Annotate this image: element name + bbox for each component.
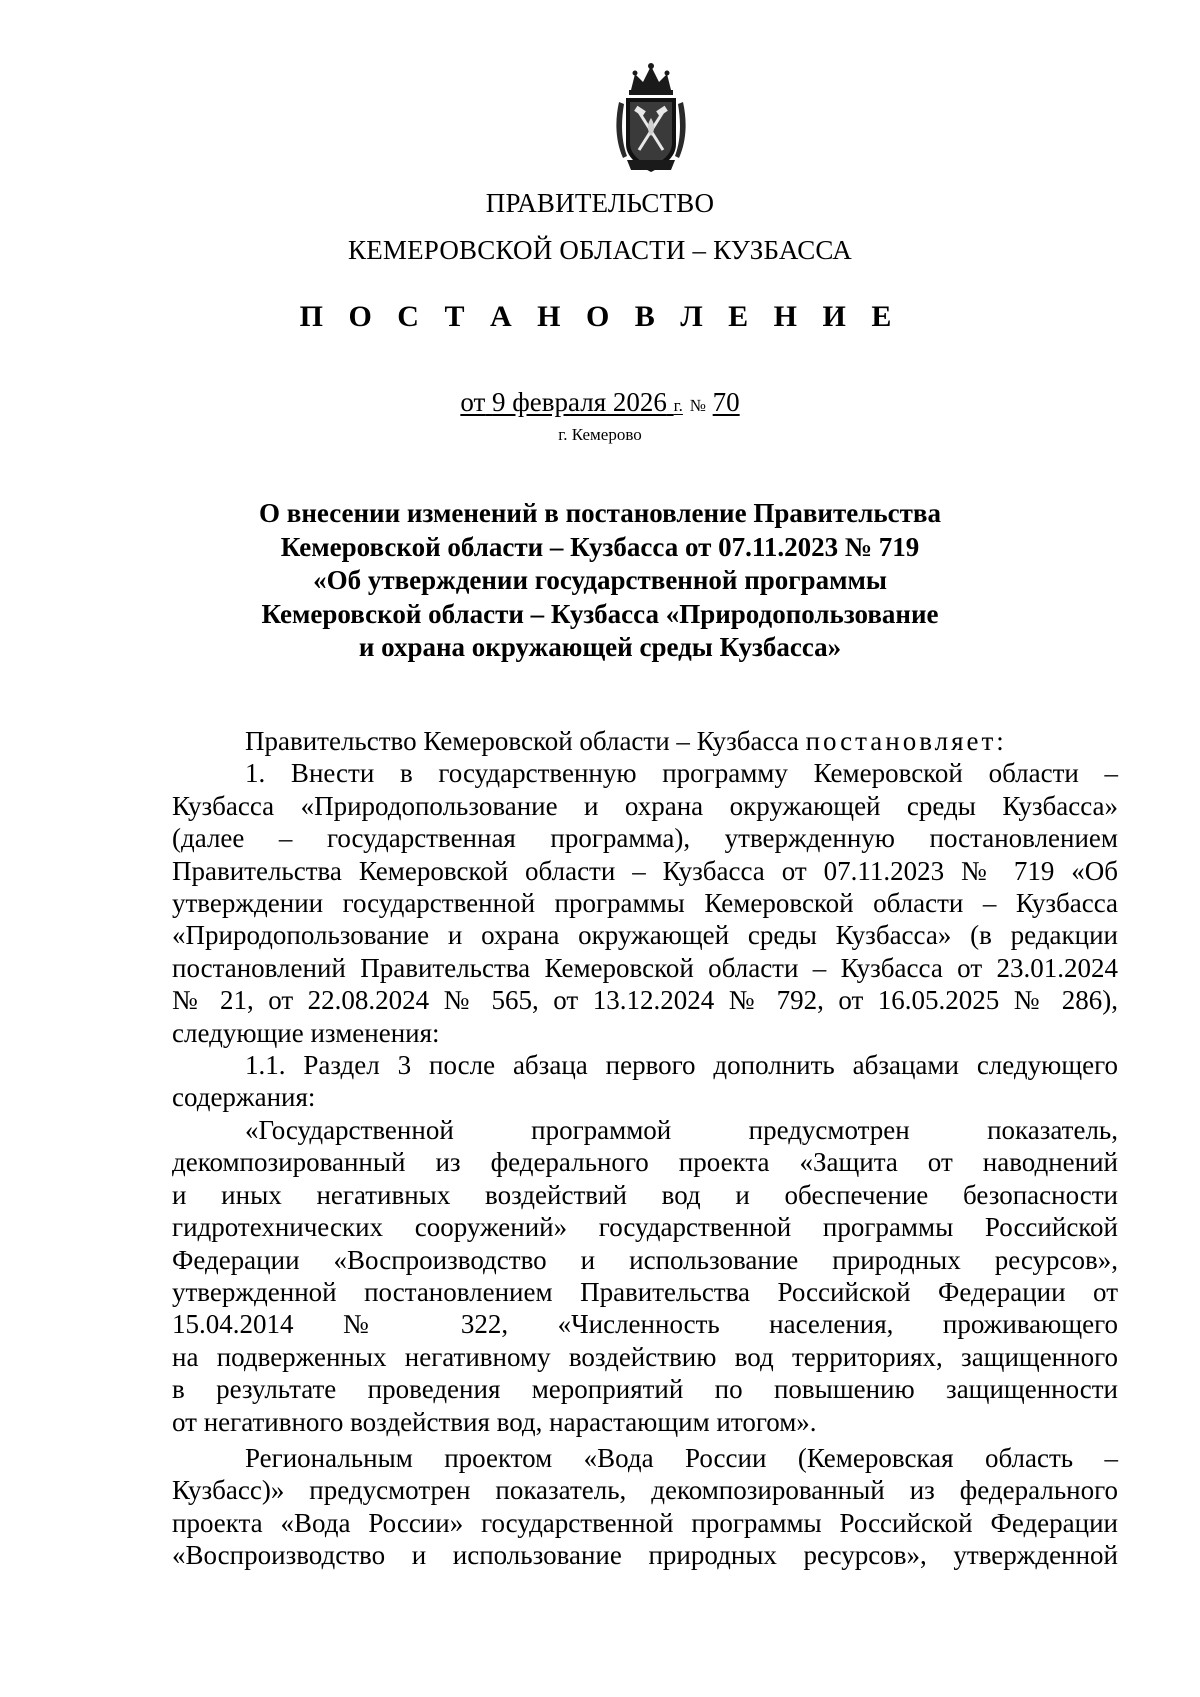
number-sign: № [689, 396, 706, 415]
paragraph-line: Правительства Кемеровской области – Кузбасса от 07.11.2023 № 719 «Об [172, 855, 1118, 886]
paragraph-line: следующие изменения: [172, 1017, 440, 1048]
paragraph-line: в результате проведения мероприятий по повышению защищенности [172, 1374, 1118, 1405]
paragraph-line: Кузбасса «Природопользование и охрана окружающей среды Кузбасса» [172, 790, 1118, 821]
title-line: Кемеровской области – Кузбасса «Природопользование [261, 598, 939, 629]
paragraph-line: Региональным проектом «Вода России (Кемеровская область – [245, 1442, 1118, 1473]
paragraph-line: утверждении государственной программы Кемеровской области – Кузбасса [172, 888, 1118, 919]
preamble-text: Правительство Кемеровской области – Кузбасса [245, 726, 799, 756]
paragraph-line: Кузбасс)» предусмотрен показатель, декомпозированный из федерального [172, 1475, 1118, 1506]
paragraph-line: гидротехнических сооружений» государственной программы Российской [172, 1212, 1118, 1243]
paragraph-line: декомпозированный из федерального проекта «Защита от наводнений [172, 1147, 1118, 1178]
document-city: г. Кемерово [558, 425, 642, 444]
paragraph-line: «Государственной программой предусмотрен показатель, [245, 1114, 1118, 1145]
paragraph-line: утвержденной постановлением Правительства Российской Федерации от [172, 1276, 1118, 1307]
paragraph-line: № 21, от 22.08.2024 № 565, от 13.12.2024 № 792, от 16.05.2025 № 286), [172, 985, 1118, 1016]
paragraph-line: проекта «Вода России» государственной программы Российской Федерации [172, 1507, 1118, 1538]
title-line: О внесении изменений в постановление Правительства [259, 498, 941, 528]
paragraph-line: постановлений Правительства Кемеровской области – Кузбасса от 23.01.2024 [172, 952, 1118, 983]
title-line: и охрана окружающей среды Кузбасса» [358, 632, 842, 662]
preamble-verb: постановляет: [805, 726, 1007, 756]
paragraph-line: и иных негативных воздействий вод и обеспечение безопасности [172, 1179, 1118, 1210]
document-date: 9 февраля 2026 [492, 387, 667, 417]
paragraph-line: «Природопользование и охрана окружающей среды Кузбасса» (в редакции [172, 920, 1118, 951]
preamble [172, 725, 1118, 757]
paragraph-line: на подверженных негативному воздействию вод территориях, защищенного [172, 1341, 1118, 1372]
document-type: П О С Т А Н О В Л Е Н И Е [299, 300, 901, 333]
coat-of-arms-icon [613, 60, 689, 176]
paragraph-line: 1.1. Раздел 3 после абзаца первого дополнить абзацами следующего [245, 1050, 1118, 1081]
paragraph-line: (далее – государственная программа), утвержденную постановлением [172, 823, 1118, 854]
document-body [172, 725, 1118, 1572]
document-title [0, 497, 1200, 665]
document-number: 70 [712, 387, 740, 417]
paragraph-line: Федерации «Воспроизводство и использование природных ресурсов», [172, 1244, 1118, 1275]
government-name-line1: ПРАВИТЕЛЬСТВО [485, 188, 715, 218]
paragraph-line: от негативного воздействия вод, нарастающим итогом». [172, 1406, 817, 1437]
government-name-line2: КЕМЕРОВСКОЙ ОБЛАСТИ – КУЗБАССА [348, 235, 852, 265]
paragraph-line: содержания: [172, 1082, 316, 1113]
title-line: «Об утверждении государственной программы [313, 565, 887, 595]
document-date-number [0, 387, 1200, 418]
paragraph-line: 15.04.2014 № 322, «Численность населения, проживающего [172, 1309, 1118, 1340]
date-prefix: от [460, 387, 486, 417]
paragraph-line: «Воспроизводство и использование природных ресурсов», утвержденной [172, 1540, 1118, 1571]
year-abbr: г. [673, 396, 683, 415]
paragraph-line: 1. Внести в государственную программу Кемеровской области – [245, 758, 1118, 789]
title-line: Кемеровской области – Кузбасса от 07.11.2023 № 719 [280, 531, 920, 562]
